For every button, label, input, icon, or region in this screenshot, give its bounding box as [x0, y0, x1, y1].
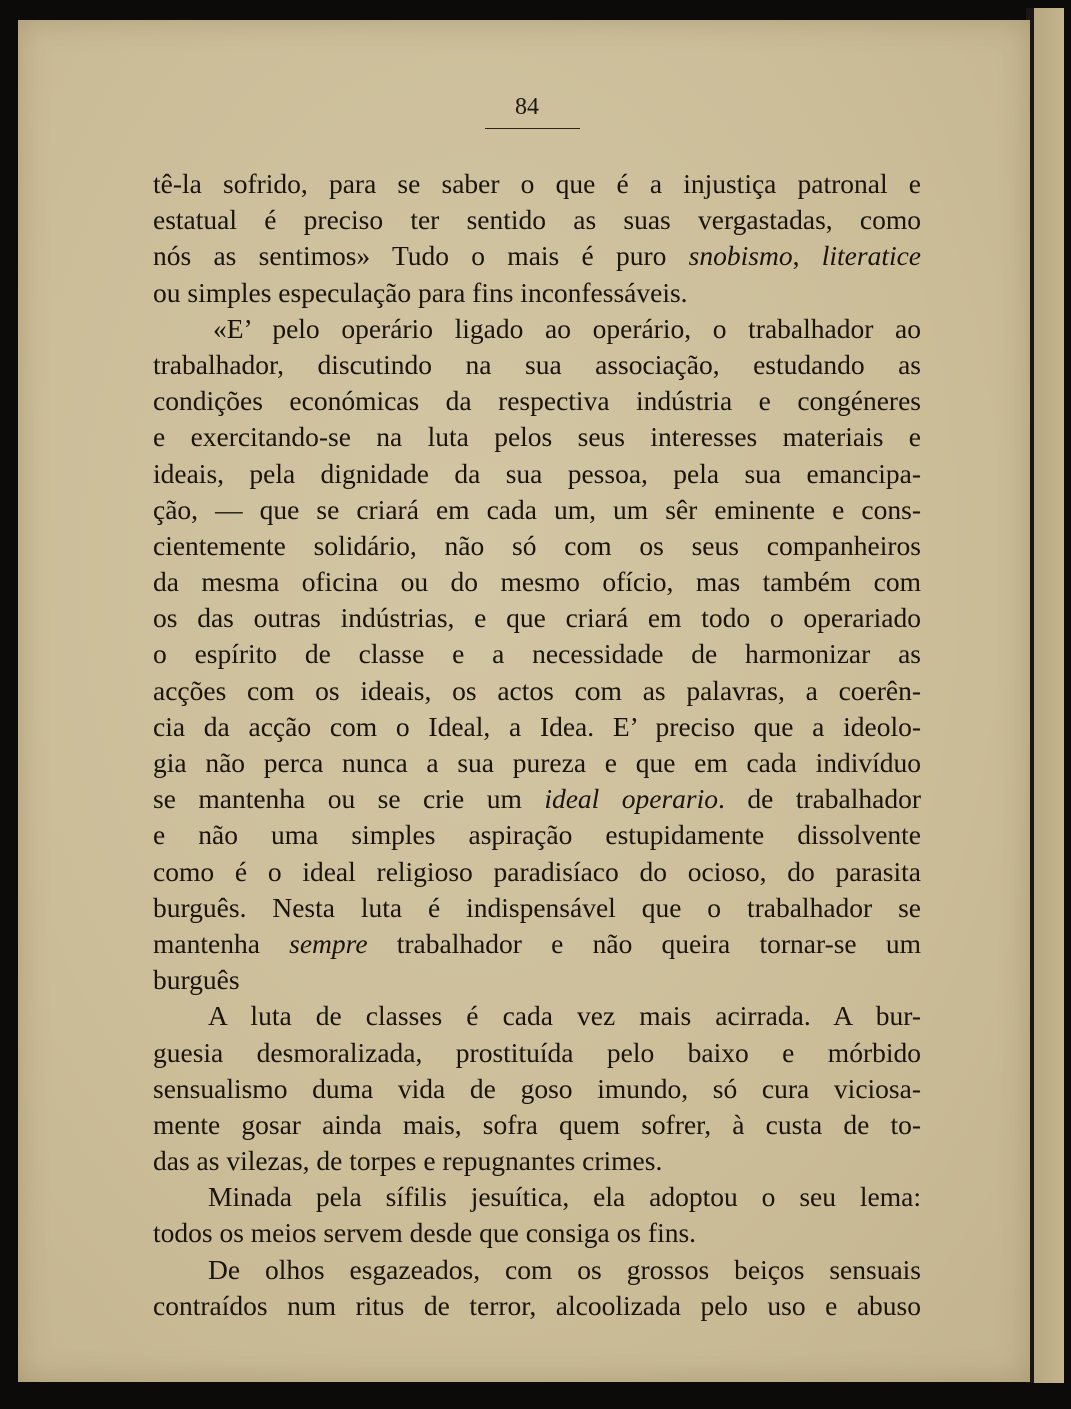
text-line: como é o ideal religioso paradisíaco do ocioso, do parasita — [153, 855, 921, 887]
text-line: De olhos esgazeados, com os grossos beiços sensuais — [208, 1253, 921, 1285]
italic-run: sempre — [289, 927, 368, 959]
italic-run: literatice — [821, 240, 922, 272]
adjacent-page-edge — [1034, 8, 1064, 1383]
page-number: 84 — [515, 94, 539, 120]
text-line: ideais, pela dignidade da sua pessoa, pela sua emancipa- — [153, 457, 921, 489]
text-line: sensualismo duma vida de goso imundo, só cura viciosa- — [153, 1072, 921, 1104]
text-run: , — [792, 240, 822, 272]
text-line: mente gosar ainda mais, sofra quem sofrer, à custa de to- — [153, 1108, 921, 1140]
text-line: A luta de classes é cada vez mais acirrada. A bur- — [208, 1000, 921, 1032]
text-line: «E’ pelo operário ligado ao operário, o trabalhador ao — [213, 312, 921, 344]
text-line: das as vilezas, de torpes e repugnantes crimes. — [153, 1145, 663, 1177]
text-line: e exercitando-se na luta pelos seus interesses materiais e — [153, 421, 921, 453]
text-line: ou simples especulação para fins inconfessáveis. — [153, 276, 688, 308]
text-line: gia não perca nunca a sua pureza e que em cada indivíduo — [153, 747, 921, 778]
text-line: trabalhador, discutindo na sua associação, estudando as — [153, 348, 921, 380]
text-line: da mesma oficina ou do mesmo ofício, mas também com — [153, 566, 921, 598]
text-line: cia da acção com o Ideal, a Idea. E’ preciso que a ideolo- — [153, 710, 921, 742]
header-rule — [485, 128, 580, 129]
text-line: ção, — que se criará em cada um, um sêr eminente e cons- — [153, 493, 921, 525]
text-line: estatual é preciso ter sentido as suas vergastadas, como — [153, 204, 921, 236]
text-line — [153, 926, 921, 962]
text-run: trabalhador e não queira tornar-se um — [367, 927, 921, 959]
text-run: . de trabalhador — [718, 783, 921, 815]
text-line: contraídos num ritus de terror, alcoolizada pelo uso e abuso — [153, 1289, 921, 1321]
italic-run: snobismo — [688, 240, 793, 272]
text-run: se mantenha ou se crie um — [153, 783, 545, 815]
text-line: burguês. Nesta luta é indispensável que o trabalhador se — [153, 891, 921, 923]
text-line: o espírito de classe e a necessidade de harmonizar as — [153, 638, 921, 670]
text-line: burguês — [153, 964, 240, 996]
text-line: os das outras indústrias, e que criará em todo o operariado — [153, 602, 921, 634]
text-line: condições económicas da respectiva indústria e congéneres — [153, 385, 921, 417]
text-line — [153, 238, 921, 274]
text-line — [153, 781, 921, 817]
text-line: guesia desmoralizada, prostituída pelo baixo e mórbido — [153, 1036, 921, 1068]
text-line: tê-la sofrido, para se saber o que é a injustiça patronal e — [153, 168, 921, 199]
text-line: Minada pela sífilis jesuítica, ela adoptou o seu lema: — [208, 1181, 921, 1213]
text-line: todos os meios servem desde que consiga os fins. — [153, 1217, 697, 1249]
text-line: e não uma simples aspiração estupidamente dissolvente — [153, 819, 921, 851]
text-line: acções com os ideais, os actos com as palavras, a coerên- — [153, 674, 921, 706]
text-run: mantenha — [153, 927, 290, 959]
text-run: nós as sentimos» Tudo o mais é puro — [153, 240, 689, 272]
body-text — [153, 166, 921, 1324]
text-line: cientemente solidário, não só com os seus companheiros — [153, 529, 921, 561]
italic-run: ideal operario — [544, 783, 719, 815]
